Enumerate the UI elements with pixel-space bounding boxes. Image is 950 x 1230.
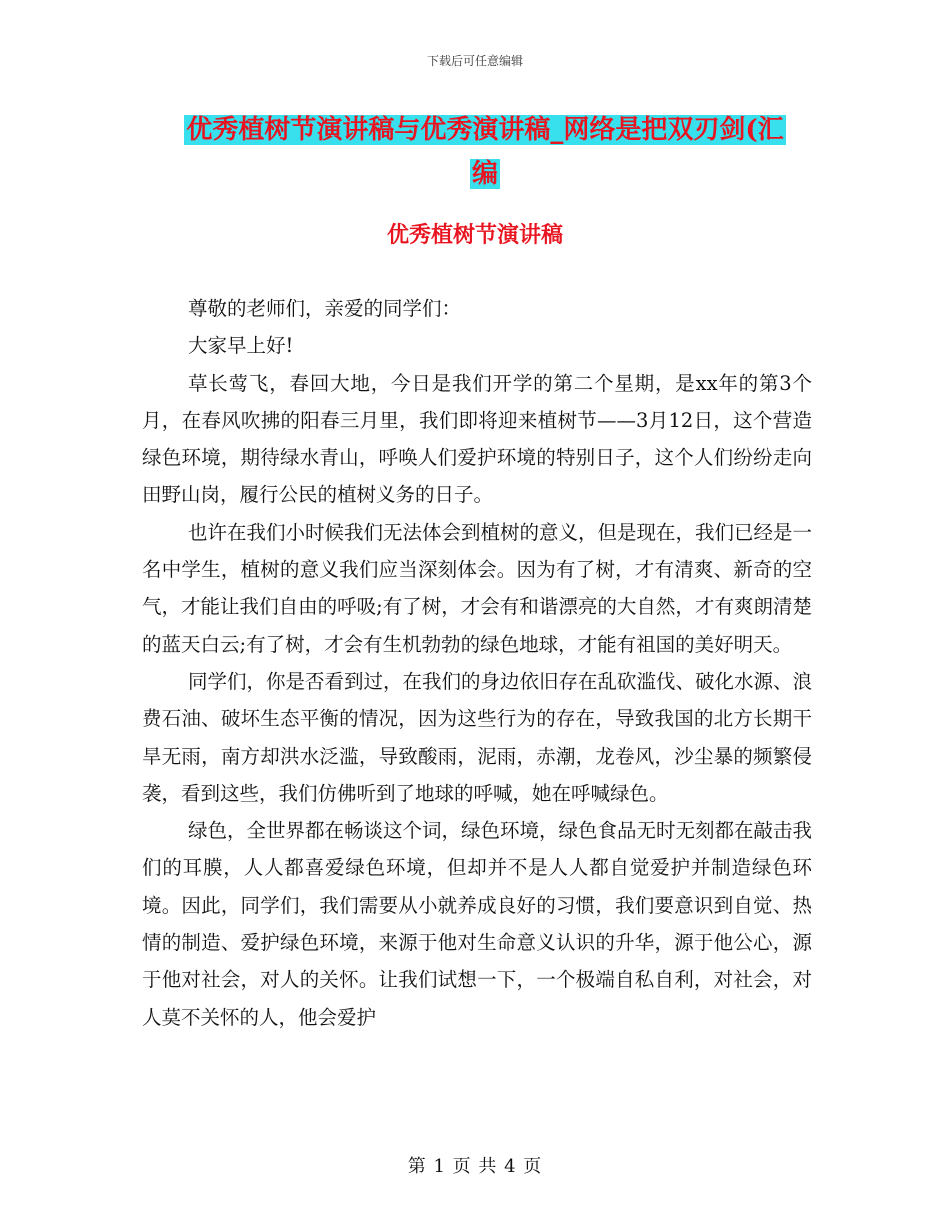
paragraph-2: 也许在我们小时候我们无法体会到植树的意义，但是现在，我们已经是一名中学生，植树的意义我们应当深刻体会。因为有了树，才有清爽、新奇的空气，才能让我们自由的呼吸;有了树，才会有和谐漂亮的大自然，才有爽朗清楚的蓝天白云;有了树，才会有生机勃勃的绿色地球，才能有祖国的美好明天。 xyxy=(142,520,813,656)
document-title xyxy=(140,108,830,196)
paragraph-1: 草长莺飞，春回大地，今日是我们开学的第二个星期，是xx年的第3个月，在春风吹拂的阳春三月里，我们即将迎来植树节——3月12日，这个营造绿色环境，期待绿水青山，呼唤人们爱护环境的特别日子，这个人们纷纷走向田野山岗，履行公民的植树义务的日子。 xyxy=(142,371,812,507)
page-number: 第 1 页 共 4 页 xyxy=(407,1156,543,1177)
paragraph-3: 同学们，你是否看到过，在我们的身边依旧存在乱砍滥伐、破化水源、浪费石油、破坏生态平衡的情况，因为这些行为的存在，导致我国的北方长期干旱无雨，南方却洪水泛滥，导致酸雨，泥雨，赤潮，龙卷风，沙尘暴的频繁侵袭，看到这些，我们仿佛听到了地球的呼喊，她在呼喊绿色。 xyxy=(142,669,813,805)
paragraph-4: 绿色，全世界都在畅谈这个词，绿色环境，绿色食品无时无刻都在敲击我们的耳膜，人人都喜爱绿色环境，但却并不是人人都自觉爱护并制造绿色环境。因此，同学们，我们需要从小就养成良好的习惯，我们要意识到自觉、热情的制造、爱护绿色环境，来源于他对生命意义认识的升华，源于他公心，源于他对社会，对人的关怀。让我们试想一下，一个极端自私自利，对社会，对人莫不关怀的人，他会爱护 xyxy=(142,819,813,1029)
greeting: 大家早上好! xyxy=(188,334,294,358)
title-line-2: 编 xyxy=(471,159,498,189)
title-line-1: 优秀植树节演讲稿与优秀演讲稿_网络是把双刃剑(汇 xyxy=(186,115,784,145)
speech-body xyxy=(142,290,812,1036)
page-header-note: 下载后可任意编辑 xyxy=(426,54,523,68)
section-title: 优秀植树节演讲稿 xyxy=(386,222,563,248)
salutation: 尊敬的老师们，亲爱的同学们： xyxy=(188,297,462,320)
